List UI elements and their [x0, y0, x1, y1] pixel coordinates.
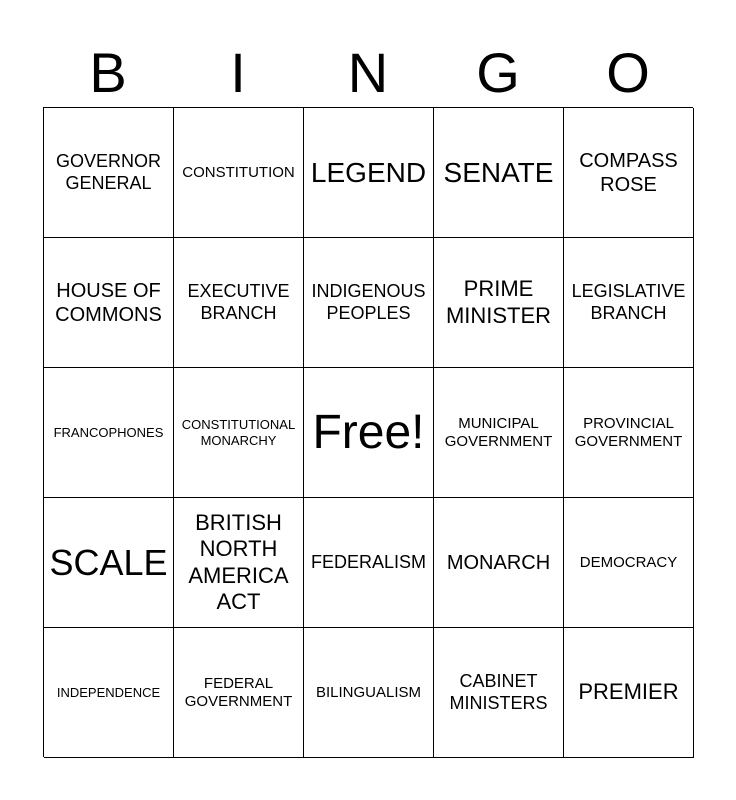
header-letter-b: B [89, 41, 127, 104]
bingo-cell[interactable] [434, 238, 564, 368]
bingo-cell[interactable] [304, 238, 434, 368]
free-space-cell[interactable] [304, 368, 434, 498]
bingo-cell[interactable] [564, 628, 694, 758]
cell-label: FEDERAL GOVERNMENT [184, 674, 293, 710]
bingo-header [43, 40, 693, 106]
cell-label: INDEPENDENCE [56, 684, 161, 700]
header-letter-n: N [347, 41, 389, 104]
bingo-cell[interactable] [44, 368, 174, 498]
cell-label: LEGEND [310, 156, 427, 188]
bingo-cell[interactable] [44, 108, 174, 238]
bingo-cell[interactable] [434, 498, 564, 628]
bingo-cell[interactable] [174, 368, 304, 498]
cell-label: CONSTITUTION [182, 163, 295, 181]
cell-label: FRANCOPHONES [53, 424, 164, 440]
cell-label: DEMOCRACY [579, 553, 678, 571]
cell-label: MONARCH [446, 551, 551, 574]
bingo-cell[interactable] [174, 108, 304, 238]
cell-label: PREMIER [578, 679, 679, 705]
bingo-cell[interactable] [434, 108, 564, 238]
bingo-cell[interactable] [44, 498, 174, 628]
bingo-cell[interactable] [44, 238, 174, 368]
bingo-cell[interactable] [174, 238, 304, 368]
cell-label: EXECUTIVE BRANCH [187, 280, 290, 323]
cell-label: HOUSE OF COMMONS [55, 279, 162, 326]
bingo-cell[interactable] [304, 108, 434, 238]
bingo-cell[interactable] [434, 628, 564, 758]
cell-label: GOVERNOR GENERAL [55, 150, 161, 193]
cell-label: COMPASS ROSE [579, 149, 678, 196]
cell-label: FEDERALISM [310, 551, 427, 572]
cell-label: CONSTITUTIONAL MONARCHY [181, 416, 296, 448]
bingo-cell[interactable] [564, 498, 694, 628]
bingo-cell[interactable] [564, 108, 694, 238]
header-letter-i: I [230, 41, 246, 104]
bingo-cell[interactable] [434, 368, 564, 498]
cell-label: LEGISLATIVE BRANCH [571, 280, 686, 323]
cell-label: BRITISH NORTH AMERICA ACT [188, 509, 289, 614]
cell-label: MUNICIPAL GOVERNMENT [444, 414, 553, 450]
header-letter-o: O [606, 41, 650, 104]
cell-label: PRIME MINISTER [445, 276, 552, 328]
cell-label: BILINGUALISM [315, 683, 422, 701]
cell-label: INDIGENOUS PEOPLES [311, 280, 426, 323]
bingo-board [43, 107, 693, 757]
bingo-cell[interactable] [304, 628, 434, 758]
bingo-cell[interactable] [174, 498, 304, 628]
cell-label: CABINET MINISTERS [449, 670, 548, 713]
bingo-cell[interactable] [564, 238, 694, 368]
bingo-cell[interactable] [44, 628, 174, 758]
cell-label: SENATE [443, 156, 554, 188]
cell-label: SCALE [49, 541, 168, 583]
header-letter-g: G [476, 41, 520, 104]
bingo-cell[interactable] [564, 368, 694, 498]
cell-label: PROVINCIAL GOVERNMENT [574, 414, 683, 450]
bingo-cell[interactable] [174, 628, 304, 758]
free-space-label: Free! [312, 405, 425, 459]
bingo-cell[interactable] [304, 498, 434, 628]
